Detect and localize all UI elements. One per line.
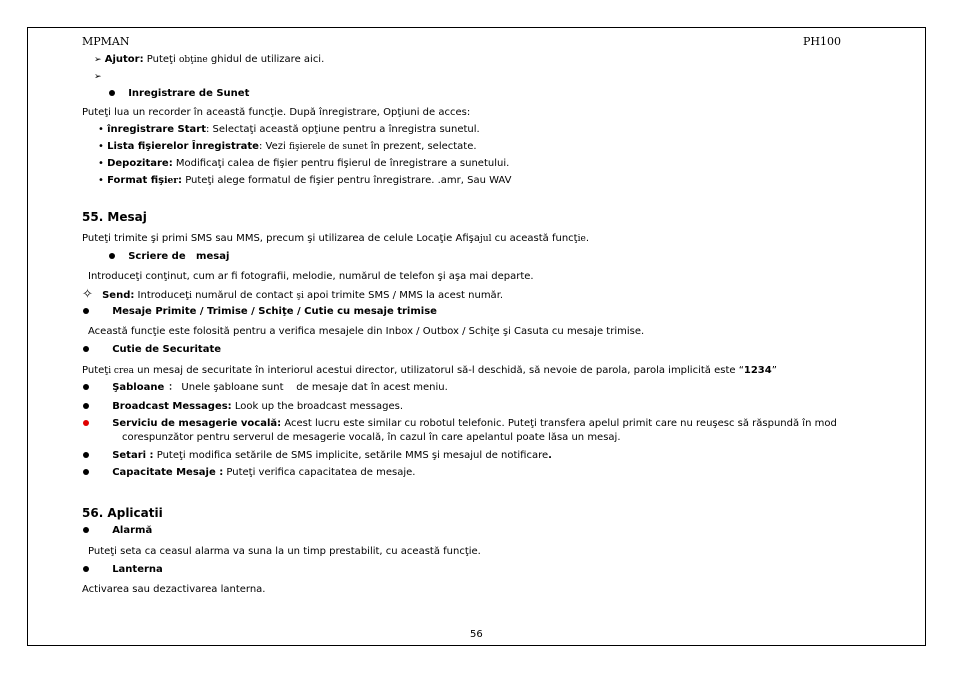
voce-label: Serviciu de mesagerie vocală: (112, 418, 282, 429)
setari-line (83, 451, 552, 461)
sound-heading-line (109, 89, 249, 99)
broadcast-line (83, 402, 403, 412)
mesaj-intro-serif2: ie (577, 234, 586, 244)
small-bullet-icon: • (98, 175, 104, 186)
mesaj-intro-b: cu această funcţ (491, 233, 578, 244)
sound-item-label: înregistrare Start (107, 124, 206, 135)
sound-item-depozitare (98, 159, 509, 169)
scriere-heading-line (109, 252, 229, 262)
mesaje-heading-line (83, 307, 437, 317)
broadcast-text: Look up the broadcast messages. (231, 401, 404, 412)
ajutor-text-b: ghidul de utilizare aici. (207, 54, 325, 65)
header-brand: MPMAN (82, 35, 130, 48)
lanterna-text: Activarea sau dezactivarea lanterna. (82, 584, 266, 595)
header-model: PH100 (803, 35, 841, 48)
capacitate-text: Puteţi verifica capacitatea de mesaje. (223, 467, 416, 478)
bullet-icon (109, 90, 115, 96)
scriere-label: Scriere de mesaj (128, 251, 230, 262)
ajutor-label: Ajutor: (104, 54, 144, 65)
ajutor-line (94, 55, 324, 65)
alarma-text: Puteţi seta ca ceasul alarma va suna la un timp prestabilit, cu această funcţie. (88, 546, 481, 557)
bullet-icon (83, 527, 89, 533)
mesaje-text: Această funcţie este folosită pentru a verifica mesajele din Inbox / Outbox / Schiţe şi Casuta cu mesaje trimise. (88, 326, 645, 337)
section-heading-aplicatii: 56. Aplicatii (82, 506, 163, 520)
ajutor-text-a: Puteţi (143, 54, 179, 65)
arrow-bullet-icon: ➢ (94, 55, 102, 65)
section-heading-mesaj: 55. Mesaj (82, 210, 147, 224)
red-bullet-icon (83, 420, 89, 426)
sound-item-start (98, 125, 480, 135)
alarma-label: Alarmă (112, 525, 153, 536)
mesaje-label: Mesaje Primite / Trimise / Schiţe / Cutie cu mesaje trimise (112, 306, 437, 317)
star-outline-icon: ✧ (82, 287, 93, 302)
sound-item-text: Puteţi alege formatul de fişier pentru înregistrare. .amr, Sau WAV (182, 175, 512, 186)
bullet-icon (83, 566, 89, 572)
page-number: 56 (470, 629, 483, 640)
sound-intro: Puteţi lua un recorder în această funcţie. După înregistrare, Opţiuni de acces: (82, 107, 471, 118)
alarma-heading-line (83, 526, 152, 536)
send-text-b: numărul de contact (191, 290, 297, 301)
capacitate-line (83, 468, 415, 478)
small-bullet-icon: • (98, 124, 104, 135)
send-text-serif2: şi (296, 291, 304, 301)
cutie-label: Cutie de Securitate (112, 344, 222, 355)
mesaj-intro-serif1: jul (479, 234, 492, 244)
scriere-text: Introduceţi conţinut, cum ar fi fotografii, melodie, numărul de telefon şi aşa mai departe. (88, 271, 534, 282)
sound-item-label: Lista fişierelor Înregistrate (107, 141, 259, 152)
ajutor-text-serif: obţine (178, 55, 208, 65)
sound-item-label-b: : (178, 175, 183, 186)
setari-label: Setari : (112, 450, 154, 461)
bullet-icon (83, 452, 89, 458)
sound-item-text-serif: fişierele de sunet (288, 142, 368, 152)
mesaj-intro (82, 234, 589, 244)
sabloane-label: Şabloane (112, 382, 165, 393)
cutie-heading-line (83, 345, 221, 355)
sound-item-list (98, 142, 477, 152)
cutie-text-b: un mesaj de securitate în interiorul acestui director, utilizatorul să-l deschidă, să nevoie de parola, parola implicită este “ (133, 365, 744, 376)
sound-item-label: Depozitare: (107, 158, 173, 169)
send-line (82, 288, 503, 301)
cutie-text-c: ” (771, 365, 777, 376)
bullet-icon (83, 403, 89, 409)
empty-arrow-line (94, 72, 102, 82)
sound-item-text-a: : Vezi (258, 141, 289, 152)
broadcast-label: Broadcast Messages: (112, 401, 232, 412)
bullet-icon (83, 346, 89, 352)
sound-item-text: : Selectaţi această opţiune pentru a înregistra sunetul. (206, 124, 480, 135)
lanterna-heading-line (83, 565, 163, 575)
mesaj-intro-a: Puteţi trimite şi primi SMS sau MMS, precum şi utilizarea de celule Locaţie Afişa (82, 233, 480, 244)
sound-item-text: Modificaţi calea de fişier pentru fişierul de înregistrare a sunetului. (172, 158, 510, 169)
send-text-c: apoi trimite SMS / MMS la acest număr. (303, 290, 504, 301)
sabloane-line (83, 383, 448, 393)
cutie-text-a: Puteţ (82, 365, 109, 376)
send-text-serif1: i (189, 291, 192, 301)
cutie-code: 1234 (743, 365, 772, 376)
lanterna-label: Lanterna (112, 564, 163, 575)
sound-heading: Inregistrare de Sunet (128, 88, 250, 99)
capacitate-label: Capacitate Mesaje : (112, 467, 224, 478)
send-label: Send: (102, 290, 135, 301)
sound-item-label-serif: ier (164, 176, 179, 186)
voce-text: Acest lucru este similar cu robotul telefonic. Puteţi transfera apelul primit care nu reuşesc să răspundă în mod (281, 418, 837, 429)
bullet-icon (83, 384, 89, 390)
cutie-text-serif: i crea (108, 366, 134, 376)
sabloane-sep: ： (168, 382, 179, 393)
setari-end: . (548, 450, 552, 461)
bullet-icon (83, 469, 89, 475)
small-bullet-icon: • (98, 158, 104, 169)
sound-item-text-b: în prezent, selectate. (367, 141, 477, 152)
bullet-icon (83, 308, 89, 314)
send-text-a: Introduceţ (134, 290, 190, 301)
cutie-text (82, 366, 777, 376)
setari-text: Puteţi modifica setările de SMS implicite, setările MMS şi mesajul de notificare (153, 450, 549, 461)
voce-line (83, 419, 837, 429)
sound-item-label-a: Format fiş (107, 175, 165, 186)
arrow-bullet-icon: ➢ (94, 72, 102, 82)
sound-item-format (98, 176, 511, 186)
mesaj-intro-c: . (585, 233, 590, 244)
sabloane-text: Unele şabloane sunt de mesaje dat în acest meniu. (178, 382, 448, 393)
voce-text-continued: corespunzător pentru serverul de mesagerie vocală, în cazul în care apelantul poate lăsa un mesaj. (122, 432, 621, 443)
small-bullet-icon: • (98, 141, 104, 152)
bullet-icon (109, 253, 115, 259)
